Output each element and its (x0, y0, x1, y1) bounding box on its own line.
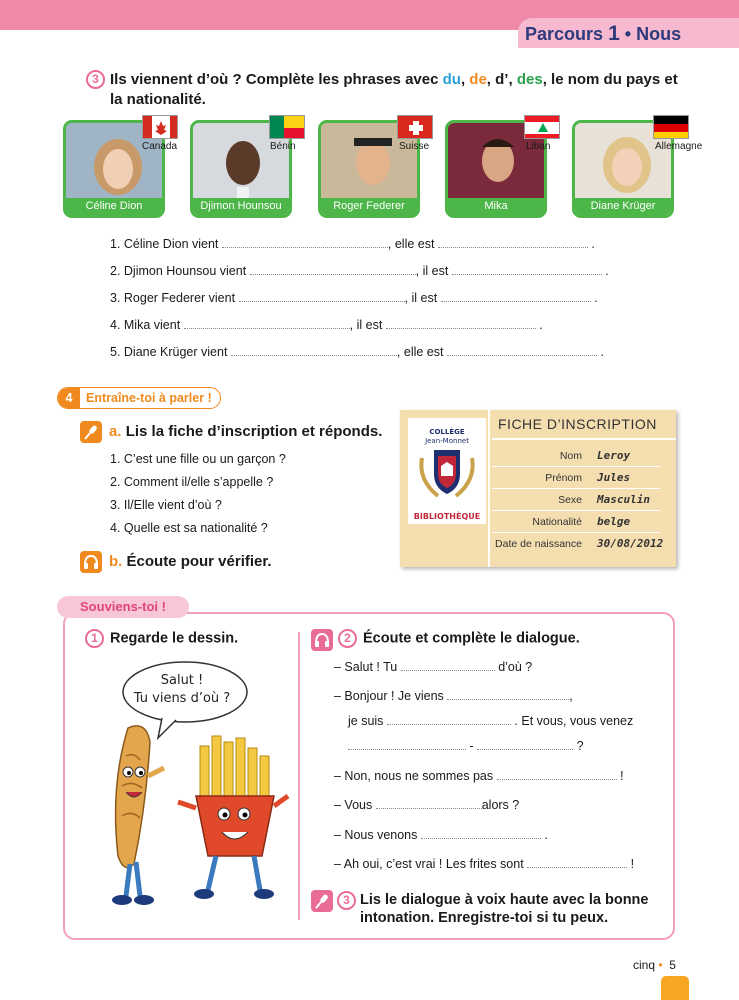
souviens-toi-tab: Souviens-toi ! (57, 596, 189, 618)
dialogue-line: – Ah oui, c’est vrai ! Les frites sont ! (334, 857, 635, 871)
ex4b-title: b. Écoute pour vérifier. (109, 553, 272, 570)
field-label: Sexe (558, 494, 582, 506)
school-library-logo (408, 418, 486, 524)
blank-line[interactable] (184, 319, 350, 329)
dialogue-line: – Nous venons . (334, 828, 548, 842)
microphone-icon (80, 421, 102, 443)
bubble-line: Tu viens d’où ? (133, 691, 231, 706)
ex3-sentence: 4. Mika vient , il est . (110, 318, 543, 332)
blank-line[interactable] (239, 292, 405, 302)
celebrity-name: Djimon Hounsou (193, 198, 289, 215)
celebrity-name: Céline Dion (66, 198, 162, 215)
dialogue-line: – Non, nous ne sommes pas ! (334, 769, 624, 783)
blank-line[interactable] (250, 265, 416, 275)
ex4-question: 1. C’est une fille ou un garçon ? (110, 452, 286, 466)
ex3-sentence: 3. Roger Federer vient , il est . (110, 291, 598, 305)
canada-flag-icon (142, 115, 178, 139)
divider (492, 510, 660, 511)
divider (492, 532, 660, 533)
svg-text:COLLÈGE: COLLÈGE (429, 428, 465, 436)
blank-line[interactable] (527, 858, 627, 868)
blank-line[interactable] (222, 238, 388, 248)
ex3-sentence: 2. Djimon Hounsou vient , il est . (110, 264, 609, 278)
ex4-question: 3. Il/Elle vient d’où ? (110, 498, 222, 512)
blank-line[interactable] (348, 740, 466, 750)
field-value: Jules (597, 471, 631, 484)
ex3-sentence: 1. Céline Dion vient , elle est . (110, 237, 595, 251)
card-title: FICHE D’INSCRIPTION (498, 416, 657, 432)
souviens-s3-instruction: Lis le dialogue à voix haute avec la bonne intonation. Enregistre-toi si tu peux. (360, 892, 649, 926)
divider (492, 488, 660, 489)
blank-line[interactable] (497, 770, 617, 780)
field-value: 30/08/2012 (597, 537, 664, 550)
page-tab (661, 976, 689, 1000)
benin-flag-icon (269, 115, 305, 139)
divider (492, 438, 676, 440)
blank-line[interactable] (376, 799, 482, 809)
dialogue-line: je suis . Et vous, vous venez (348, 714, 634, 728)
blank-line[interactable] (447, 690, 569, 700)
parcours-title: Parcours 1 • Nous (525, 22, 682, 45)
dialogue-line: - ? (348, 739, 584, 753)
divider (492, 466, 660, 467)
blank-line[interactable] (387, 715, 511, 725)
blank-line[interactable] (438, 238, 588, 248)
country-label: Suisse (399, 141, 430, 152)
bubble-line: Salut ! (160, 673, 204, 688)
field-label: Nom (559, 450, 582, 462)
field-value: belge (597, 515, 631, 528)
blank-line[interactable] (421, 829, 541, 839)
germany-flag-icon (653, 115, 689, 139)
ex3-sentence: 5. Diane Krüger vient , elle est . (110, 345, 604, 359)
blank-line[interactable] (452, 265, 602, 275)
blank-line[interactable] (386, 319, 536, 329)
field-value: Leroy (597, 449, 631, 462)
dialogue-line: – Vous alors ? (334, 798, 520, 812)
country-label: Allemagne (655, 141, 703, 152)
country-label: Canada (142, 141, 178, 152)
page-footer: cinq • 5 (633, 958, 676, 972)
ex3-number: 3 (86, 70, 105, 89)
page-number: 5 (669, 958, 676, 972)
dialogue-line: – Salut ! Tu d’où ? (334, 660, 533, 674)
headphones-icon (311, 629, 333, 651)
souviens-s3-number: 3 (337, 891, 356, 910)
blank-line[interactable] (401, 661, 495, 671)
blank-line[interactable] (441, 292, 591, 302)
blank-line[interactable] (231, 346, 397, 356)
microphone-icon (311, 890, 333, 912)
ex4-badge: 4 Entraîne-toi à parler ! (57, 387, 221, 409)
field-value: Masculin (597, 493, 650, 506)
country-label: Bénin (270, 141, 296, 152)
souviens-s2-title: 2 Écoute et complète le dialogue. (338, 629, 580, 648)
souviens-s1-title: 1 Regarde le dessin. (85, 629, 238, 648)
ex3-instruction: 3 Ils viennent d’où ? Complète les phrases avec du, de, d’, des, le nom du pays et la nationalité. (86, 70, 686, 110)
celebrity-name: Roger Federer (321, 198, 417, 215)
blank-line[interactable] (447, 346, 597, 356)
ex4-question: 2. Comment il/elle s’appelle ? (110, 475, 274, 489)
switzerland-flag-icon (397, 115, 433, 139)
divider (298, 632, 300, 920)
country-label: Liban (526, 141, 551, 152)
ex4-question: 4. Quelle est sa nationalité ? (110, 521, 268, 535)
blank-line[interactable] (477, 740, 573, 750)
field-label: Nationalité (532, 516, 582, 528)
lebanon-flag-icon (524, 115, 560, 139)
celebrity-name: Mika (448, 198, 544, 215)
headphones-icon (80, 551, 102, 573)
celebrity-name: Diane Krüger (575, 198, 671, 215)
registration-card (400, 410, 676, 567)
ex4a-title: a. Lis la fiche d’inscription et réponds. (109, 423, 383, 440)
baguette-and-fries-drawing (100, 656, 292, 916)
field-label: Prénom (545, 472, 582, 484)
field-label: Date de naissance (495, 538, 582, 550)
svg-text:Jean-Monnet: Jean-Monnet (425, 437, 469, 445)
dialogue-line: – Bonjour ! Je viens , (334, 689, 573, 703)
svg-text:BIBLIOTHÈQUE: BIBLIOTHÈQUE (413, 512, 481, 521)
